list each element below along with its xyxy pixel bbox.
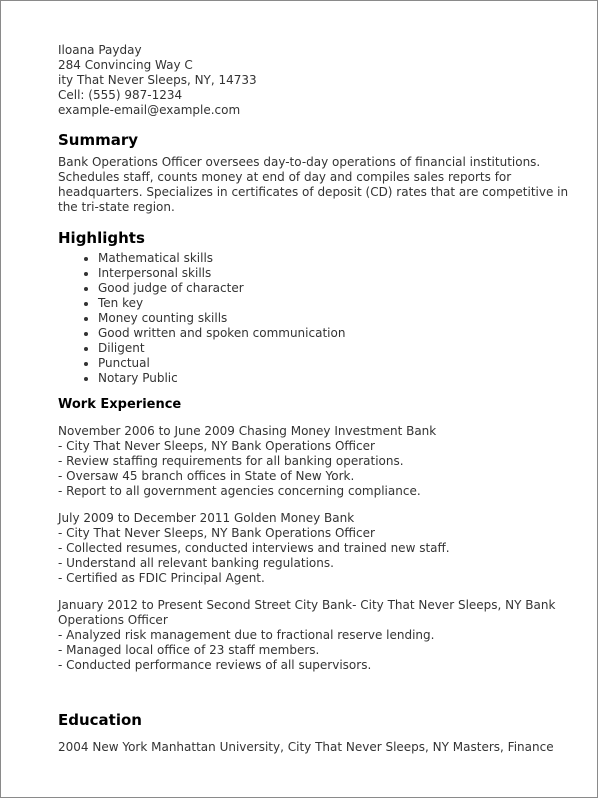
list-item: • Good judge of character xyxy=(98,281,578,296)
list-item: • Mathematical skills xyxy=(98,251,578,266)
highlights-heading: Highlights xyxy=(58,229,145,247)
job-detail-line: - Certified as FDIC Principal Agent. xyxy=(58,571,265,585)
contact-cell: Cell: (555) 987-1234 xyxy=(58,88,183,102)
job-detail-line: - Review staffing requirements for all banking operations. xyxy=(58,454,404,468)
list-item: • Ten key xyxy=(98,296,578,311)
education-heading: Education xyxy=(58,711,142,729)
contact-address-line-1: 284 Convincing Way C xyxy=(58,58,193,72)
education-text: 2004 New York Manhattan University, City That Never Sleeps, NY Masters, Finance xyxy=(58,740,554,754)
contact-email: example-email@example.com xyxy=(58,103,241,117)
list-item: • Good written and spoken communication xyxy=(98,326,578,341)
job-detail-line: - Managed local office of 23 staff members. xyxy=(58,643,320,657)
job-detail-line: - Understand all relevant banking regulations. xyxy=(58,556,334,570)
job-detail-line: - Analyzed risk management due to fractional reserve lending. xyxy=(58,628,435,642)
job-title: January 2012 to Present Second Street City Bank- City That Never Sleeps, NY Bank Operations Officer xyxy=(58,598,556,627)
summary-text: Bank Operations Officer oversees day-to-day operations of financial institutions. Schedules staff, counts money at end of day and compiles sales reports for headquarters. Specializes in certificates of deposit (CD) rates that are competitive in the tri-state region. xyxy=(58,155,569,214)
job-detail-line: - Oversaw 45 branch offices in State of New York. xyxy=(58,469,355,483)
job-entry-3 xyxy=(58,598,578,673)
job-entry-2 xyxy=(58,511,578,586)
job-title: November 2006 to June 2009 Chasing Money Investment Bank xyxy=(58,424,437,438)
list-item: • Diligent xyxy=(98,341,578,356)
contact-name: Iloana Payday xyxy=(58,43,142,57)
list-item: • Money counting skills xyxy=(98,311,578,326)
summary-heading: Summary xyxy=(58,131,139,149)
job-detail-line: - City That Never Sleeps, NY Bank Operations Officer xyxy=(58,439,375,453)
job-title: July 2009 to December 2011 Golden Money Bank xyxy=(58,511,355,525)
list-item: • Punctual xyxy=(98,356,578,371)
job-detail-line: - Collected resumes, conducted interviews and trained new staff. xyxy=(58,541,450,555)
job-detail-line: - Conducted performance reviews of all supervisors. xyxy=(58,658,372,672)
job-detail-line: - City That Never Sleeps, NY Bank Operations Officer xyxy=(58,526,375,540)
list-item: • Interpersonal skills xyxy=(98,266,578,281)
list-item: • Notary Public xyxy=(98,371,578,386)
job-detail-line: - Report to all government agencies concerning compliance. xyxy=(58,484,421,498)
job-entry-1 xyxy=(58,424,578,499)
work-experience-heading: Work Experience xyxy=(58,397,182,412)
contact-block xyxy=(58,43,578,118)
resume-content xyxy=(58,43,578,755)
highlights-list xyxy=(58,251,578,386)
contact-address-line-2: ity That Never Sleeps, NY, 14733 xyxy=(58,73,257,87)
